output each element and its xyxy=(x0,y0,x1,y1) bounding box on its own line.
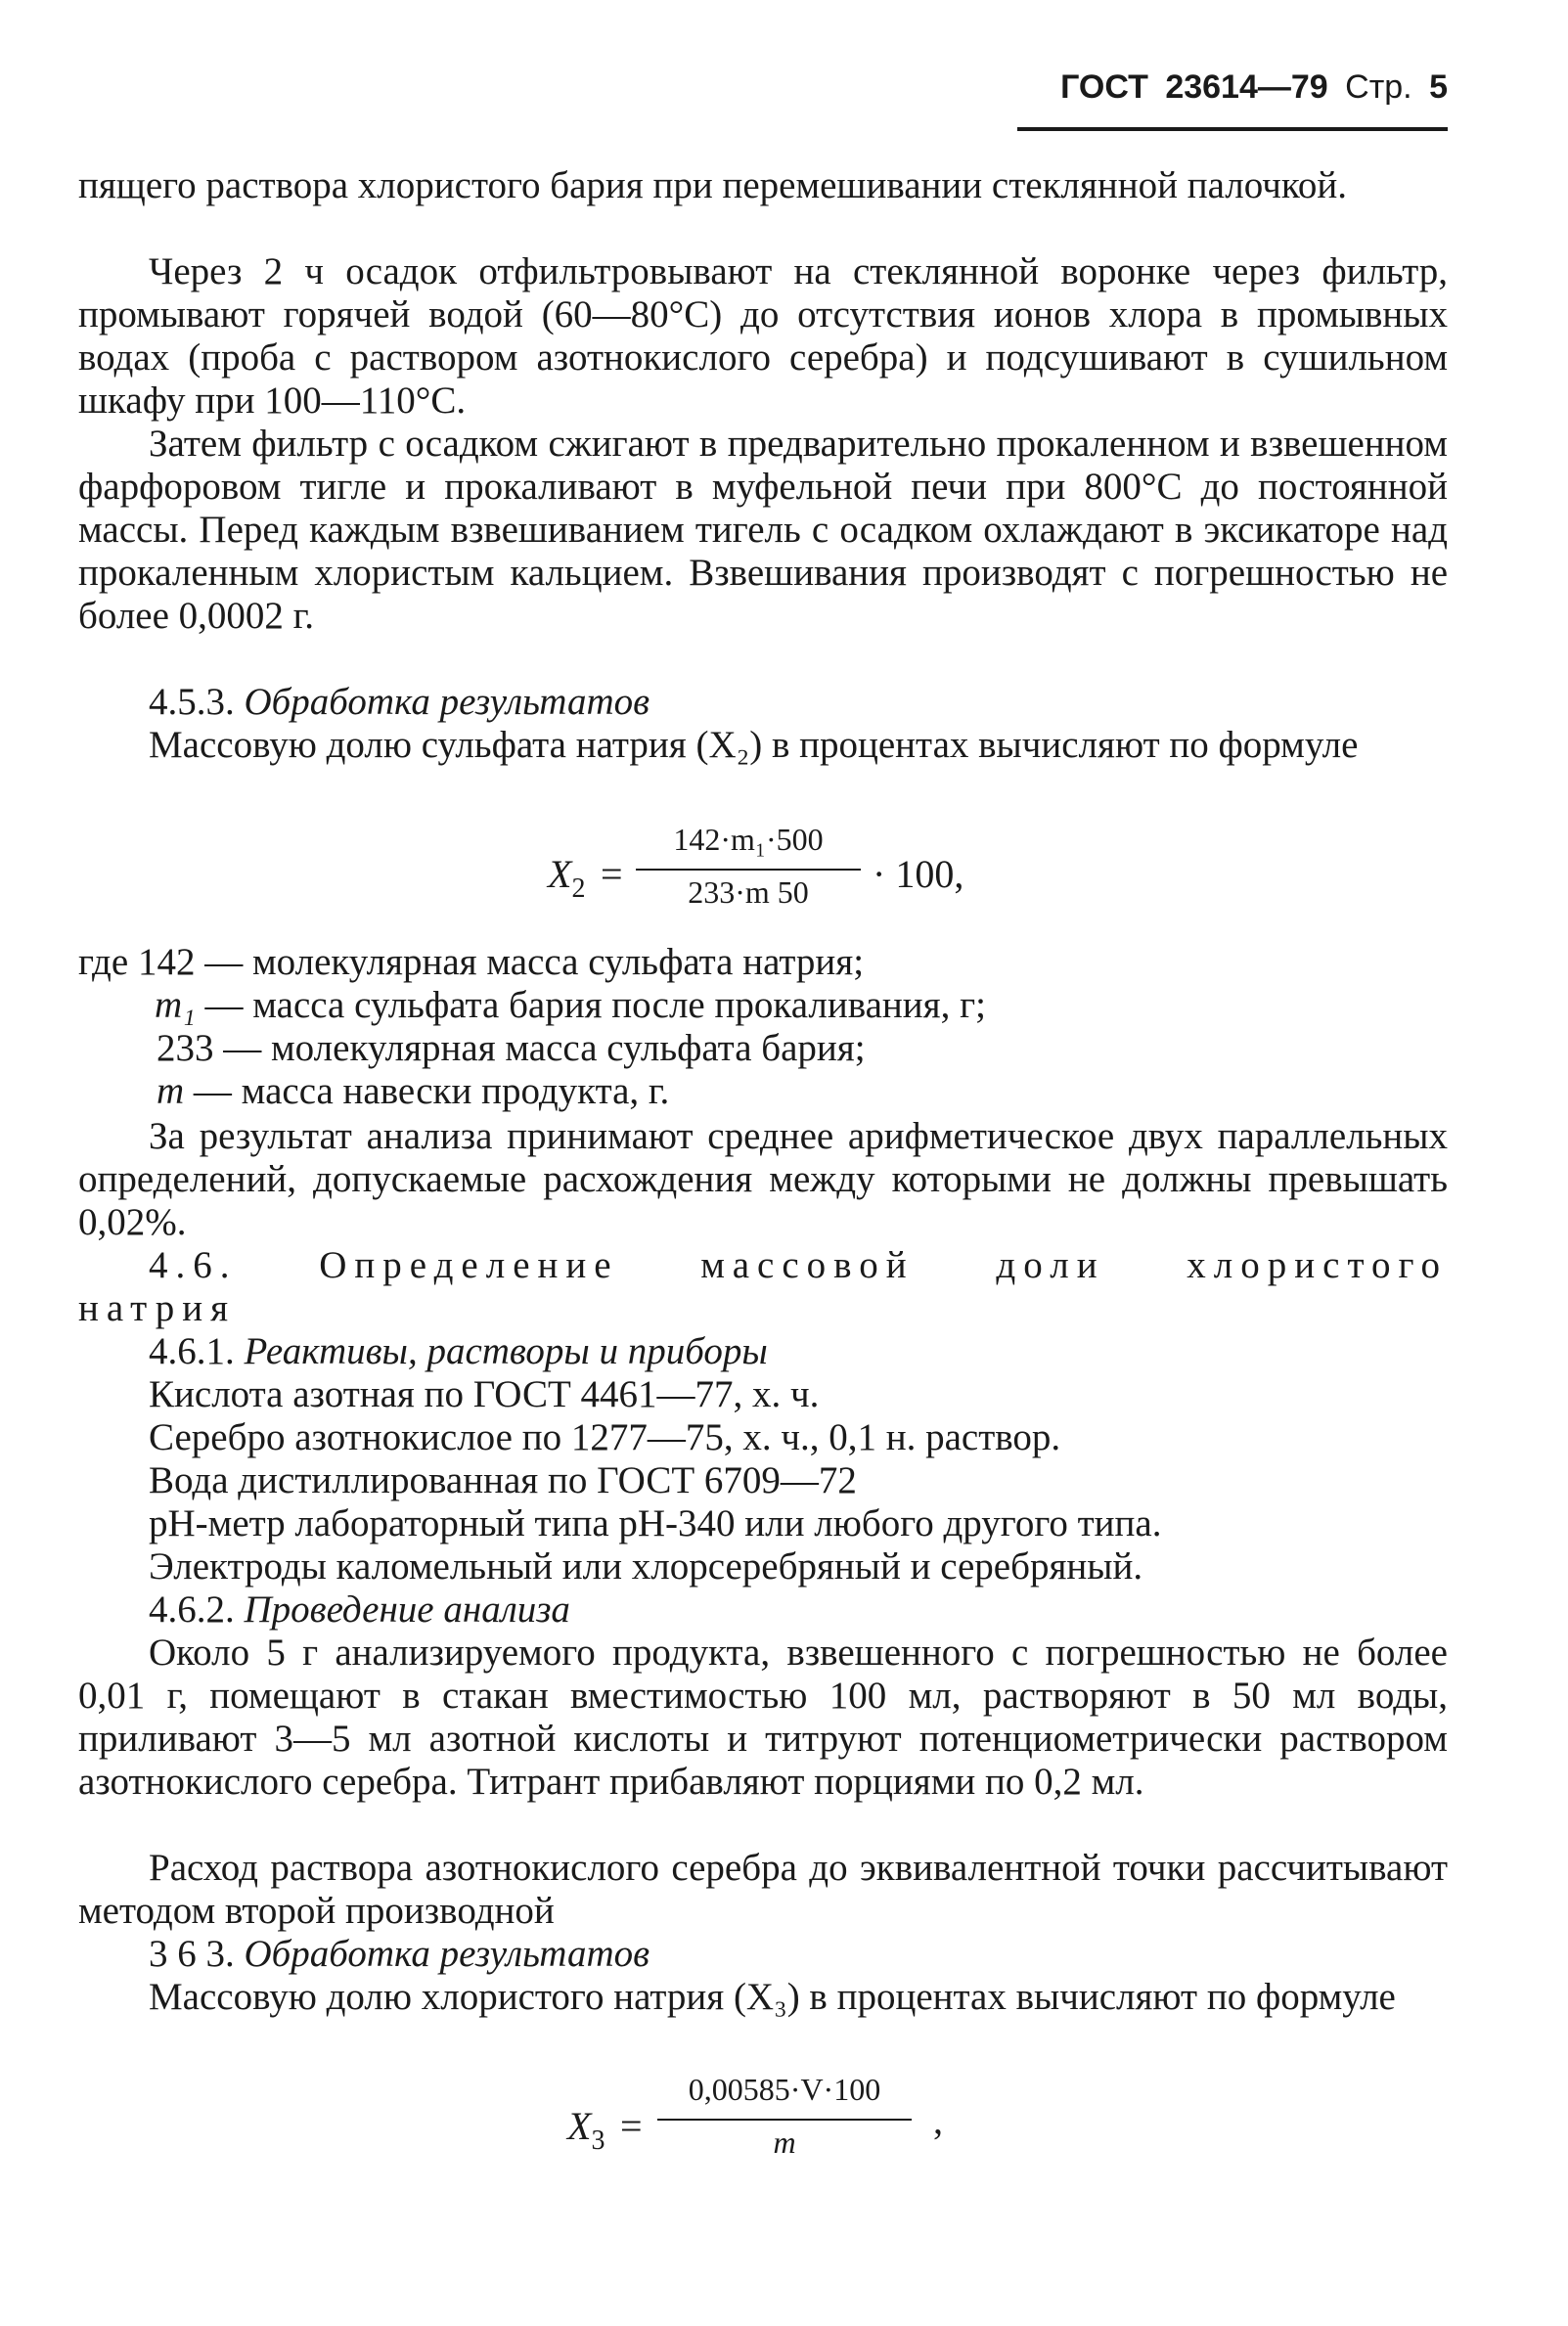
header-number: 23614—79 xyxy=(1165,68,1328,106)
paragraph-result: За результат анализа принимают среднее арифметическое двух параллельных определений, допускаемые расхождения между которыми не должны превышать 0,02%. xyxy=(78,1115,1448,1243)
formula1-tail: · 100, xyxy=(873,852,964,896)
reagent-item: Электроды каломельный или хлорсеребряный и серебряный. xyxy=(149,1545,1143,1588)
paragraph-filtration: Через 2 ч осадок отфильтровывают на стеклянной воронке через фильтр, промывают горячей водой (60—80°С) до отсутствия ионов хлора в промывных водах (проба с раствором азотнокислого серебра) и подсушивают в сушильном шкафу при 100—110°С. xyxy=(78,250,1448,422)
section-heading-4-6-cont: натрия xyxy=(78,1287,237,1329)
reagent-item: Вода дистиллированная по ГОСТ 6709—72 xyxy=(149,1459,857,1501)
formula2-denominator: m xyxy=(773,2125,796,2160)
paragraph-continuation: пящего раствора хлористого бария при перемешивании стеклянной палочкой. xyxy=(78,164,1347,206)
formula1-denominator: 233·m 50 xyxy=(688,874,809,910)
section-heading-4-5-3: 4.5.3. Обработка результатов xyxy=(149,681,650,723)
reagent-item: pH-метр лабораторный типа pH-340 или любого другого типа. xyxy=(149,1502,1162,1544)
paragraph-calcination: Затем фильтр с осадком сжигают в предварительно прокаленном и взвешенном фарфоровом тигле и прокаливают в муфельной печи при 800°С до постоянной массы. Перед каждым взвешиванием тигель с осадком охлаждают в эксикаторе над прокаленным хлористым кальцием. Взвешивания производят с погрешностью не более 0,0002 г. xyxy=(78,423,1448,637)
where-item: m₁ — масса сульфата бария после прокаливания, г; xyxy=(155,984,986,1026)
reagent-item: Серебро азотнокислое по 1277—75, х. ч., 0,1 н. раствор. xyxy=(149,1416,1061,1458)
formula1-lhs: $X_2$ xyxy=(548,852,586,904)
paragraph-titrant: Расход раствора азотнокислого серебра до эквивалентной точки рассчитывают методом второй производной xyxy=(78,1847,1448,1932)
header-page-label: Стр. xyxy=(1345,68,1412,106)
reagent-item: Кислота азотная по ГОСТ 4461—77, х. ч. xyxy=(149,1373,820,1415)
where-item: где 142 — молекулярная масса сульфата натрия; xyxy=(78,941,865,983)
paragraph-formula-intro-1: Массовую долю сульфата натрия (X₂) в процентах вычисляют по формуле xyxy=(149,724,1359,766)
formula1-equals: = xyxy=(601,852,623,896)
formula1-fraction-bar xyxy=(636,869,861,871)
header-page-number: 5 xyxy=(1429,68,1448,106)
formula2-equals: = xyxy=(620,2104,643,2148)
where-item: 233 — молекулярная масса сульфата бария; xyxy=(157,1027,866,1069)
formula2-lhs: $X_3$ xyxy=(567,2104,605,2156)
where-item: m — масса навески продукта, г. xyxy=(157,1070,670,1112)
section-heading-4-6: 4.6. Определение массовой доли хлористого xyxy=(149,1244,1448,1286)
formula2-fraction-bar xyxy=(657,2119,912,2121)
formula2-numerator: 0,00585·V·100 xyxy=(688,2072,881,2107)
section-heading-4-6-1: 4.6.1. Реактивы, растворы и приборы xyxy=(149,1330,768,1372)
formula-sodium-chloride xyxy=(567,2072,978,2179)
formula1-numerator: 142·m₁·500 xyxy=(673,822,824,857)
paragraph-analysis: Около 5 г анализируемого продукта, взвешенного с погрешностью не более 0,01 г, помещают в стакан вместимостью 100 мл, растворяют в 50 мл воды, приливают 3—5 мл азотной кислоты и титруют потенциометрически раствором азотнокислого серебра. Титрант прибавляют порциями по 0,2 мл. xyxy=(78,1632,1448,1803)
formula2-tail: , xyxy=(933,2098,943,2142)
header-rule xyxy=(1017,127,1448,131)
formula-sodium-sulfate xyxy=(548,822,978,919)
section-heading-4-6-2: 4.6.2. Проведение анализа xyxy=(149,1588,570,1631)
page-header xyxy=(1017,68,1448,127)
paragraph-formula-intro-2: Массовую долю хлористого натрия (X₃) в процентах вычисляют по формуле xyxy=(149,1976,1396,2018)
header-standard: ГОСТ xyxy=(1060,68,1148,106)
section-heading-4-6-3: 3 6 3. Обработка результатов xyxy=(149,1933,650,1975)
